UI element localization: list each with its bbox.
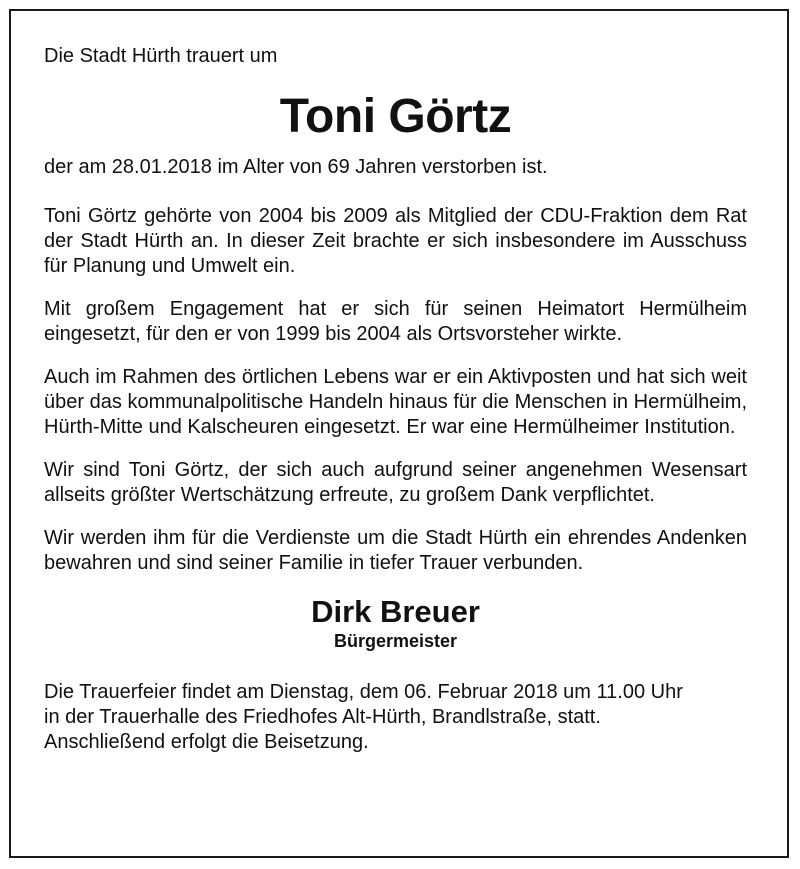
- funeral-line: Die Trauerfeier findet am Dienstag, dem 06. Februar 2018 um 11.00 Uhr: [44, 681, 683, 703]
- signatory-name: Dirk Breuer: [311, 594, 480, 629]
- paragraph-remembrance: Wir werden ihm für die Verdienste um die Stadt Hürth ein ehrendes Andenken bewahren und sind seiner Familie in tiefer Trauer verbunden.: [44, 527, 747, 574]
- deceased-name: Toni Görtz: [279, 90, 512, 143]
- paragraph-local-life: Auch im Rahmen des örtlichen Lebens war er ein Aktivposten und hat sich weit über das kommunalpolitische Handeln hinaus für die Menschen in Hermülheim, Hürth-Mitte und Kalscheuren eingesetzt. Er war eine Hermülheimer Institution.: [44, 366, 747, 438]
- funeral-line: in der Trauerhalle des Friedhofes Alt-Hürth, Brandlstraße, statt.: [44, 706, 601, 728]
- funeral-line: Anschließend erfolgt die Beisetzung.: [44, 731, 369, 753]
- signatory-title: Bürgermeister: [333, 631, 458, 651]
- paragraph-gratitude: Wir sind Toni Görtz, der sich auch aufgrund seiner angenehmen Wesensart allseits größter Wertschätzung erfreute, zu großem Dank verpflichtet.: [44, 459, 747, 506]
- obituary-notice: [44, 44, 747, 755]
- funeral-info: [44, 680, 747, 755]
- paragraph-engagement: Mit großem Engagement hat er sich für seinen Heimatort Hermülheim eingesetzt, für den er von 1999 bis 2004 als Ortsvorsteher wirkte.: [44, 298, 747, 345]
- paragraph-council: Toni Görtz gehörte von 2004 bis 2009 als Mitglied der CDU-Fraktion dem Rat der Stadt Hürth an. In dieser Zeit brachte er sich insbesondere im Ausschuss für Planung und Umwelt ein.: [44, 205, 747, 277]
- intro-line: Die Stadt Hürth trauert um: [44, 45, 278, 67]
- death-line: der am 28.01.2018 im Alter von 69 Jahren verstorben ist.: [44, 156, 548, 178]
